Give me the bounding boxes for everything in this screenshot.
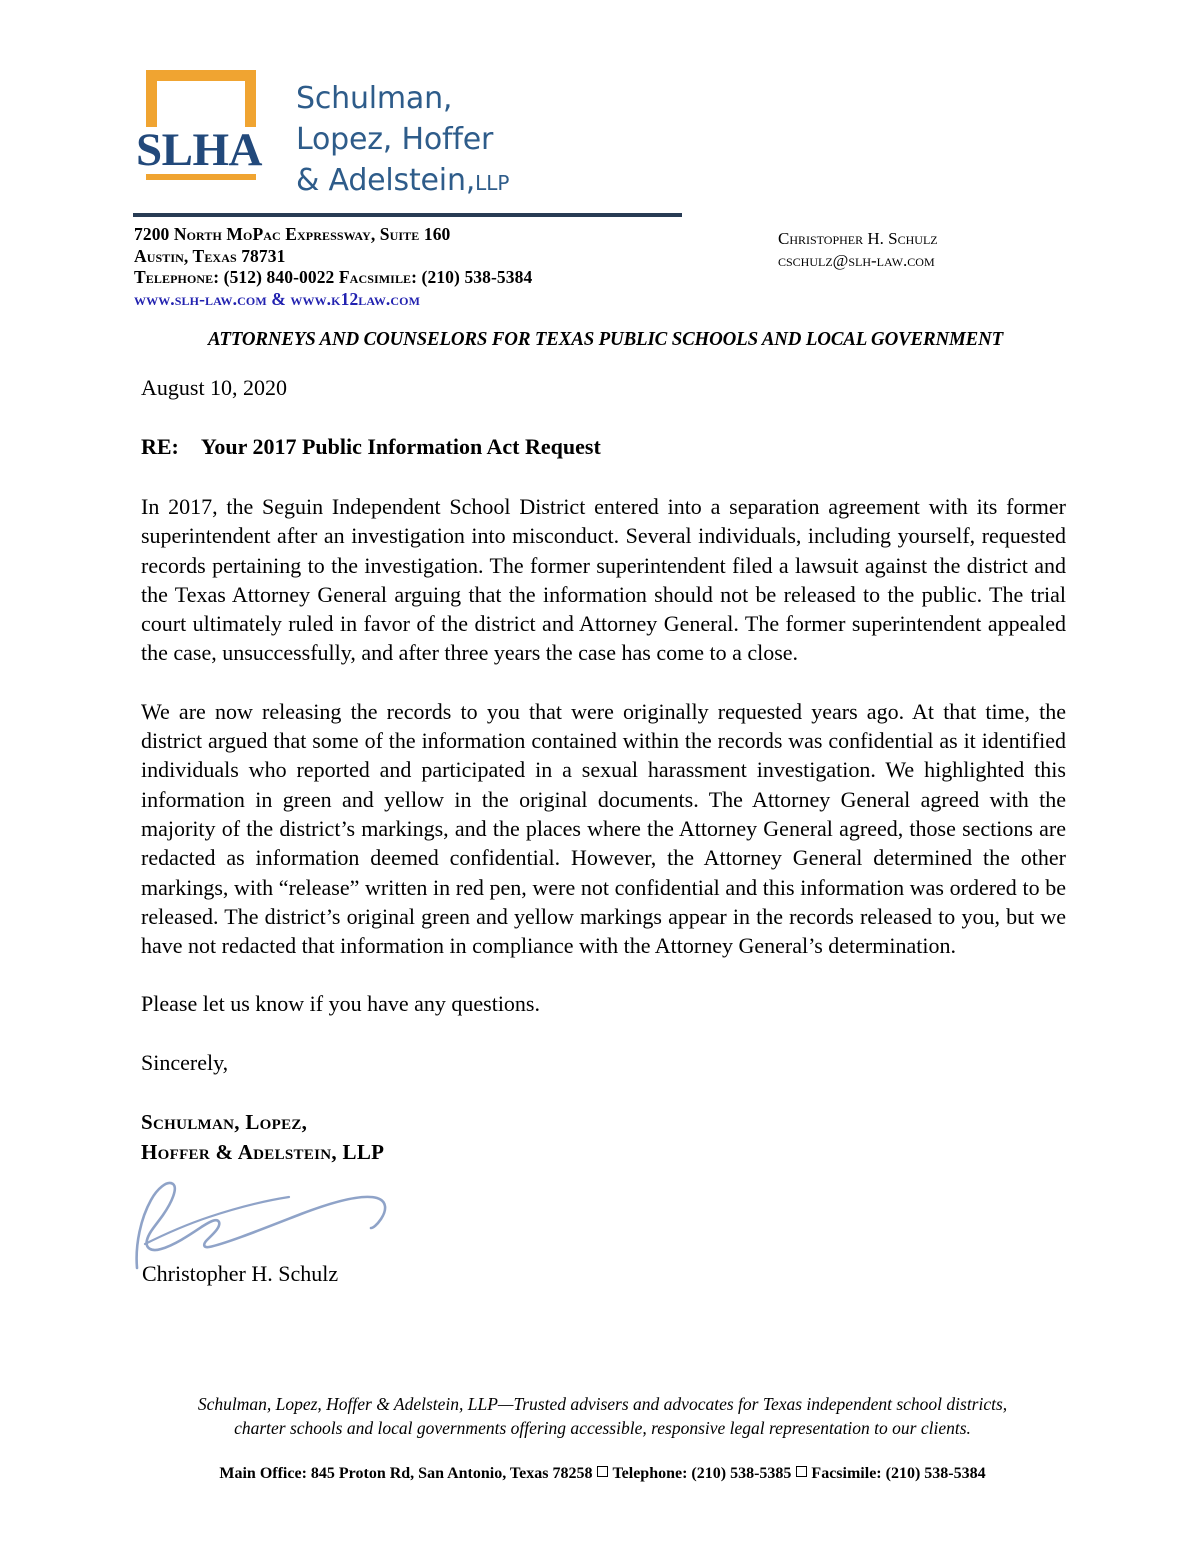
footer-tagline-line-2: charter schools and local governments offering accessible, responsive legal representation to our clients. [234, 1418, 971, 1438]
slha-logo-icon [136, 70, 270, 192]
closing-salutation: Sincerely, [141, 1049, 229, 1075]
footer-office-telephone: Telephone: (210) 538-5385 [612, 1465, 792, 1482]
paragraph-2: We are now releasing the records to you that were originally requested years ago. At that time, the district argued that some of the information contained within the records was confidential as it identified individuals who reported and participated in a sexual harassment investigation. We highlighted this information in green and yellow in the original documents. The Attorney General agreed with the majority of the district’s markings, and the places where the Attorney General agreed, those sections are redacted as information deemed confidential. However, the Attorney General determined the other markings, with “release” written in red pen, were not confidential and this information was ordered to be released. The district’s original green and yellow markings appear in the records released to you, but we have not redacted that information in compliance with the Attorney General’s determination. [141, 698, 1066, 959]
signature-firm-line-1: Schulman, Lopez, [141, 1109, 308, 1134]
firm-name-line-2: Lopez, Hoffer [296, 122, 494, 157]
footer-office-address: Main Office: 845 Proton Rd, San Antonio, Texas 78258 [219, 1465, 593, 1482]
address-line-1: 7200 North MoPac Expressway, Suite 160 [134, 224, 451, 244]
letter-date: August 10, 2020 [141, 375, 288, 400]
attorney-email[interactable]: cschulz@slh-law.com [778, 250, 935, 270]
address-line-2: Austin, Texas 78731 [134, 245, 286, 266]
separator-box-icon-2 [796, 1466, 807, 1477]
footer-office-facsimile: Facsimile: (210) 538-5384 [811, 1465, 986, 1482]
attorney-name: Christopher H. Schulz [778, 229, 938, 248]
paragraph-1: In 2017, the Seguin Independent School District entered into a separation agreement with its former superintendent after an investigation into misconduct. Several individuals, including yourself, requested records pertaining to the investigation. The former superintendent filed a lawsuit against the district and the Texas Attorney General arguing that the information should not be released to the public. The trial court ultimately ruled in favor of the district and Attorney General. The former superintendent appealed the case, unsuccessfully, and after three years the case has come to a close. [141, 494, 1066, 666]
paragraph-3: Please let us know if you have any questions. [141, 991, 540, 1017]
letterhead-divider [133, 213, 682, 217]
firm-tagline: ATTORNEYS AND COUNSELORS FOR TEXAS PUBLIC SCHOOLS AND LOCAL GOVERNMENT [208, 329, 1004, 350]
re-label: RE: [141, 434, 179, 459]
firm-name-llp: LLP [475, 171, 510, 195]
firm-name [296, 78, 509, 204]
re-line [141, 434, 1066, 460]
address-line-3: Telephone: (512) 840-0022 Facsimile: (210) 538-5384 [134, 267, 533, 287]
logo-abbreviation: SLHA [136, 124, 262, 176]
footer-office-line [140, 1463, 1065, 1485]
separator-box-icon [597, 1466, 608, 1477]
signature-printed-name: Christopher H. Schulz [142, 1261, 339, 1286]
footer-tagline-line-1: Schulman, Lopez, Hoffer & Adelstein, LLP—Trusted advisers and advocates for Texas independent school districts, [197, 1394, 1008, 1414]
firm-name-line-3 [296, 160, 509, 204]
letter-body [141, 374, 1066, 1167]
footer-tagline-block [140, 1392, 1065, 1440]
firm-name-line-1: Schulman, [296, 81, 453, 116]
letterhead [133, 62, 693, 207]
attorney-contact-block [778, 228, 938, 271]
firm-name-line-3-text: & Adelstein, [296, 163, 476, 198]
re-subject: Your 2017 Public Information Act Request [200, 434, 601, 459]
firm-websites[interactable]: www.slh-law.com & www.k12law.com [134, 288, 421, 309]
address-block [134, 224, 532, 310]
signature-firm-line-2: Hoffer & Adelstein, LLP [141, 1139, 385, 1164]
